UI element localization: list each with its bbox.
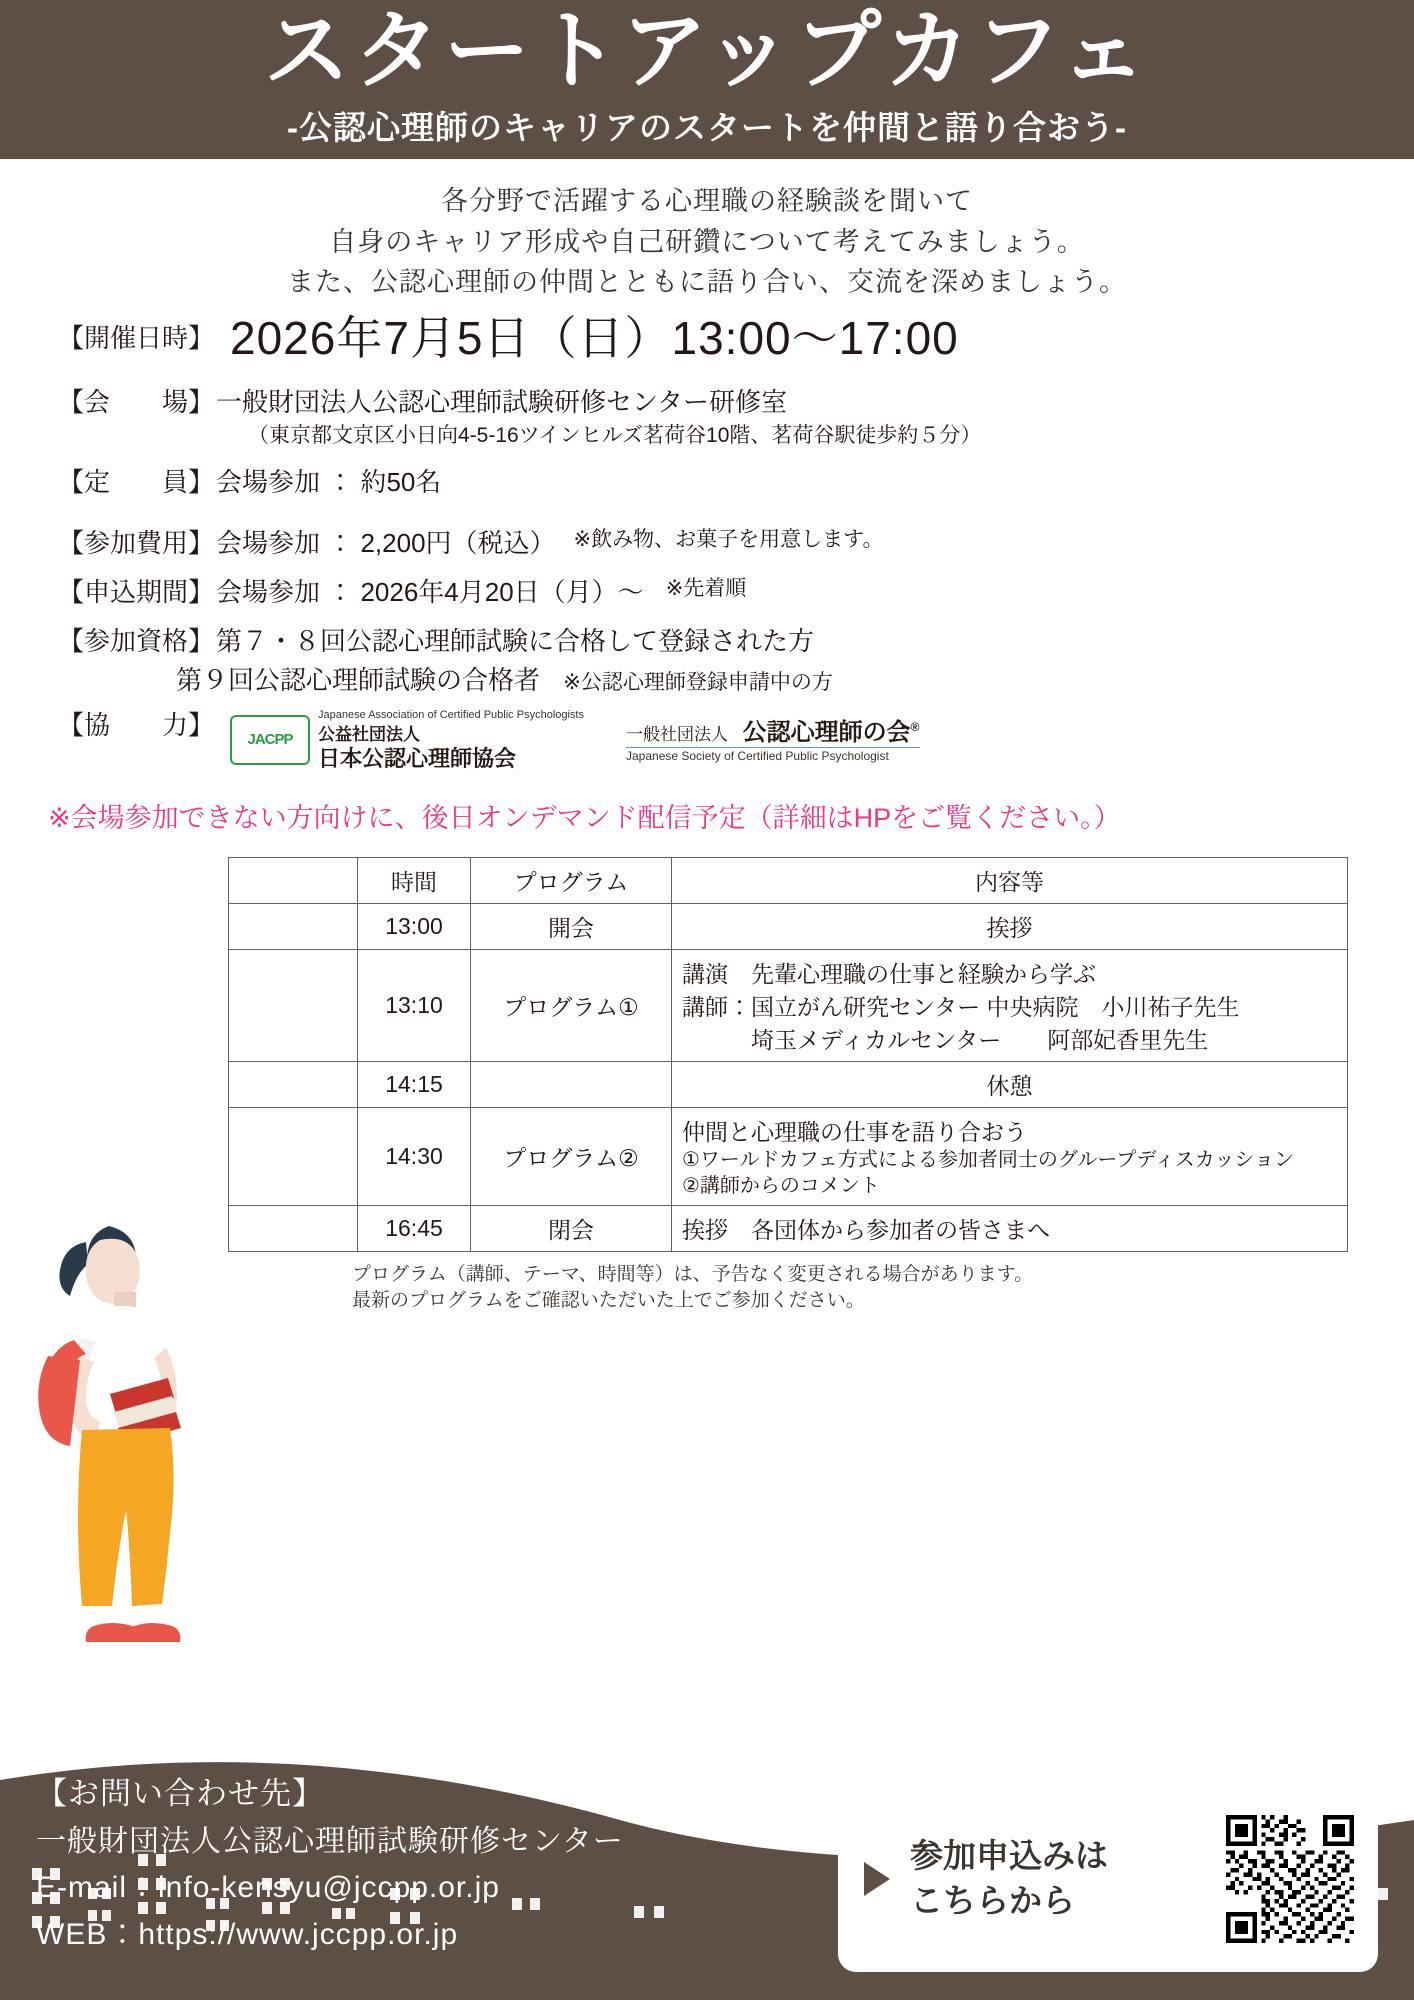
row-time: 16:45	[358, 1205, 471, 1251]
apply-label	[910, 1834, 1108, 1923]
date-value: 2026年7月5日（日）13:00〜17:00	[230, 311, 959, 364]
cooperation-label: 【協 力】	[58, 710, 215, 741]
info-row-date	[58, 311, 1414, 372]
row-marker	[229, 1061, 358, 1107]
row-program: 開会	[471, 903, 672, 949]
contact-email[interactable]: E-mail：info-kensyu@jccpp.or.jp	[36, 1871, 500, 1904]
contact-title: 【お問い合わせ先】	[36, 1776, 324, 1812]
venue-address: （東京都文京区小日向4-5-16ツインヒルズ茗荷谷10階、茗荷谷駅徒歩約５分）	[248, 424, 982, 448]
kai-main-text: 公認心理師の会	[742, 718, 911, 746]
jacpp-logo-text	[318, 708, 584, 772]
qr-code-icon[interactable]	[1226, 1815, 1354, 1943]
kai-logo	[626, 717, 920, 764]
table-header-row	[229, 857, 1348, 903]
event-info	[58, 311, 1414, 772]
row-program: プログラム①	[471, 949, 672, 1061]
header-content: 内容等	[672, 857, 1348, 903]
row-content: 休憩	[672, 1061, 1348, 1107]
jacpp-english-name: Japanese Association of Certified Public Psychologists	[318, 709, 584, 722]
contact-web[interactable]: WEB：https://www.jccpp.or.jp	[36, 1917, 459, 1951]
info-row-qualification	[58, 624, 1414, 698]
fee-label: 【参加費用】	[58, 527, 215, 558]
row-content: 挨拶 各団体から参加者の皆さまへ	[672, 1205, 1348, 1251]
kai-registered-mark: ®	[910, 719, 920, 734]
row-content-line: ①ワールドカフェ方式による参加者同士のグループディスカッション	[682, 1148, 1295, 1171]
lead-line-1: 各分野で活躍する心理職の経験談を聞いて	[441, 186, 973, 217]
row-content	[672, 949, 1348, 1061]
kai-logo-main	[626, 719, 920, 746]
cooperation-logos	[230, 708, 920, 772]
info-row-venue	[58, 385, 1414, 450]
apply-label-line-1: 参加申込みは	[910, 1837, 1108, 1875]
table-row	[229, 1205, 1348, 1251]
header-program: プログラム	[471, 857, 672, 903]
qualification-label: 【参加資格】	[58, 626, 215, 657]
contact-org: 一般財団法人公認心理師試験研修センター	[36, 1824, 624, 1858]
lead-line-3: また、公認心理師の仲間とともに語り合い、交流を深めましょう。	[287, 267, 1127, 298]
program-note-line: 最新のプログラムをご確認いただいた上でご参加ください。	[352, 1289, 865, 1311]
fee-value: 会場参加 ： 2,200円（税込）	[216, 527, 556, 558]
program-note	[352, 1262, 1414, 1313]
lead-paragraph	[0, 181, 1414, 303]
table-row	[229, 949, 1348, 1061]
lead-line-2: 自身のキャリア形成や自己研鑽について考えてみましょう。	[329, 226, 1085, 257]
program-table	[228, 857, 1348, 1252]
jacpp-line-2: 日本公認心理師協会	[318, 745, 517, 771]
row-content-line: 仲間と心理職の仕事を語り合おう	[682, 1118, 1027, 1145]
header-time: 時間	[358, 857, 471, 903]
row-content-line: ②講師からのコメント	[682, 1174, 880, 1197]
jacpp-logo	[230, 708, 584, 772]
row-time: 13:10	[358, 949, 471, 1061]
venue-label: 【会 場】	[58, 387, 215, 418]
contact-block	[36, 1770, 624, 1958]
qualification-value-2: 第９回公認心理師試験の合格者	[176, 665, 541, 696]
capacity-value: 会場参加 ： 約50名	[216, 466, 442, 497]
jacpp-japanese-name	[318, 725, 584, 772]
row-time: 14:30	[358, 1107, 471, 1205]
capacity-label: 【定 員】	[58, 466, 215, 497]
apply-button[interactable]	[838, 1786, 1378, 1972]
row-time: 13:00	[358, 903, 471, 949]
row-program	[471, 1061, 672, 1107]
qualification-value-1: 第７・８回公認心理師試験に合格して登録された方	[216, 626, 815, 657]
apply-period-label: 【申込期間】	[58, 577, 215, 608]
page-title: スタートアップカフェ	[263, 3, 1151, 99]
apply-label-line-2: こちらから	[910, 1882, 1075, 1919]
student-illustration	[14, 1188, 254, 1718]
table-row	[229, 1107, 1348, 1205]
venue-value: 一般財団法人公認心理師試験研修センター研修室	[216, 387, 787, 418]
program-note-line: プログラム（講師、テーマ、時間等）は、予告なく変更される場合があります。	[352, 1263, 1034, 1285]
ondemand-notice: ※会場参加できない方向けに、後日オンデマンド配信予定（詳細はHPをご覧ください。）	[48, 802, 1121, 833]
table-row	[229, 903, 1348, 949]
row-program: プログラム②	[471, 1107, 672, 1205]
poster-header	[0, 0, 1414, 159]
jacpp-mark-icon: JACPP	[230, 715, 310, 765]
kai-english-name: Japanese Society of Certified Public Psychologist	[626, 747, 920, 764]
date-label: 【開催日時】	[58, 322, 215, 353]
info-row-cooperation	[58, 708, 1414, 772]
apply-period-note: ※先着順	[665, 577, 747, 601]
qualification-line-2-wrap	[176, 663, 1414, 698]
header-blank	[229, 857, 358, 903]
page-subtitle: -公認心理師のキャリアのスタートを仲間と語り合おう-	[287, 109, 1127, 147]
qualification-note: ※公認心理師登録申請中の方	[563, 671, 833, 695]
row-content: 挨拶	[672, 903, 1348, 949]
info-row-capacity	[58, 465, 1414, 500]
info-row-fee	[58, 526, 1414, 561]
jacpp-line-1: 公益社団法人	[318, 725, 421, 745]
row-content-line: 講演 先輩心理職の仕事と経験から学ぶ	[682, 960, 1096, 987]
row-content-line: 講師：国立がん研究センター 中央病院 小川祐子先生	[682, 993, 1240, 1020]
row-marker	[229, 903, 358, 949]
kai-small-text: 一般社団法人	[626, 724, 728, 744]
row-time: 14:15	[358, 1061, 471, 1107]
info-row-apply-period	[58, 575, 1414, 610]
row-marker	[229, 949, 358, 1061]
apply-period-value: 会場参加 ： 2026年4月20日（月）〜	[216, 577, 644, 608]
table-row	[229, 1061, 1348, 1107]
fee-note: ※飲み物、お菓子を用意します。	[573, 527, 884, 551]
play-triangle-icon	[864, 1862, 890, 1896]
row-content	[672, 1107, 1348, 1205]
row-program: 閉会	[471, 1205, 672, 1251]
row-content-line: 埼玉メディカルセンター 阿部妃香里先生	[682, 1026, 1209, 1053]
